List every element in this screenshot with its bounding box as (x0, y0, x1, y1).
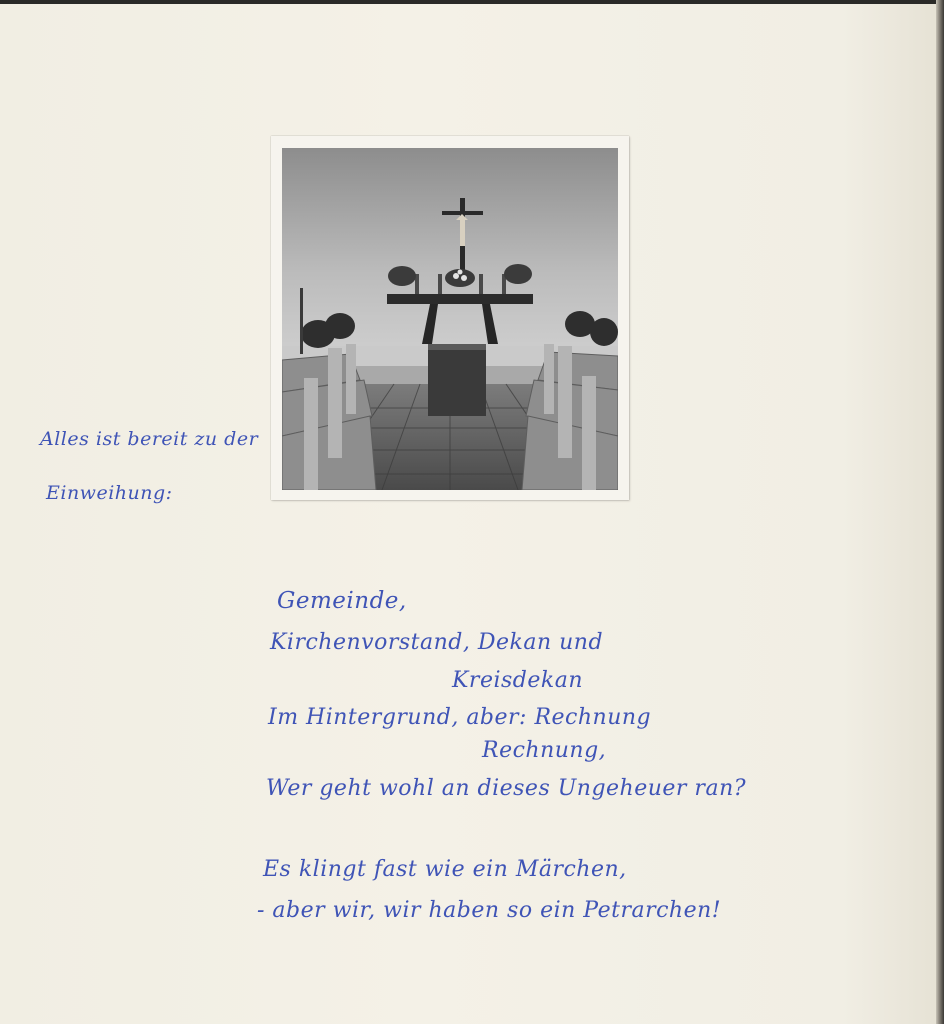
text-line-4: Im Hintergrund, aber: Rechnung (268, 705, 652, 730)
altar-photo-image (282, 148, 618, 490)
album-page (0, 4, 936, 1024)
caption-line-2: Einweihung: (46, 482, 173, 504)
text-line-2: Kirchenvorstand, Dekan und (270, 630, 604, 655)
text-line-1: Gemeinde, (277, 588, 407, 614)
text-line-5: Rechnung, (482, 738, 607, 763)
caption-line-1: Alles ist bereit zu der (40, 428, 259, 450)
album-binding-edge (936, 0, 944, 1024)
text-line-3: Kreisdekan (452, 668, 584, 693)
text-line-7: Es klingt fast wie ein Märchen, (263, 857, 627, 882)
text-line-6: Wer geht wohl an dieses Ungeheuer ran? (266, 776, 747, 801)
text-line-8: - aber wir, wir haben so ein Petrarchen! (257, 898, 722, 923)
church-altar-photo (271, 136, 629, 500)
